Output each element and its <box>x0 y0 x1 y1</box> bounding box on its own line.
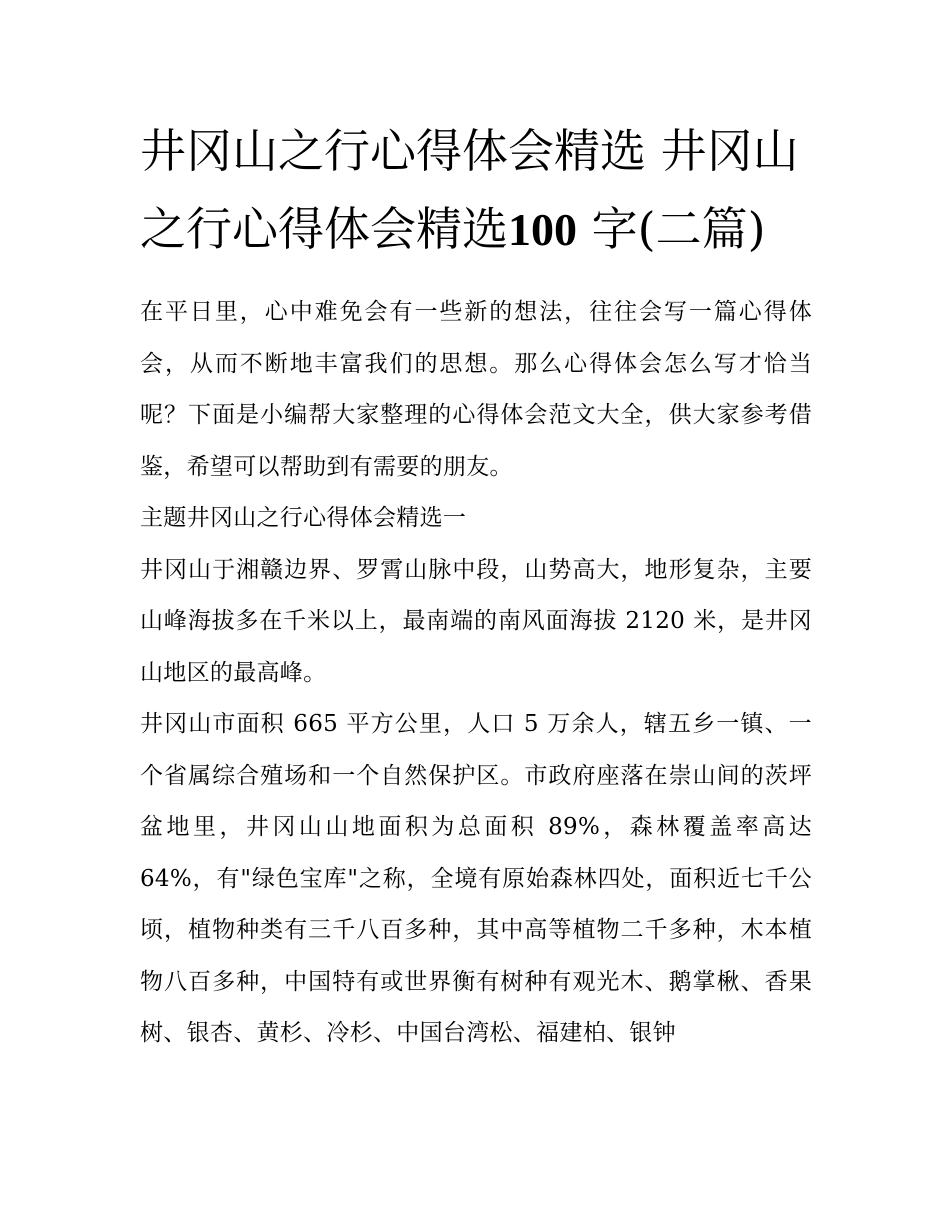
intro-paragraph: 在平日里，心中难免会有一些新的想法，往往会写一篇心得体会，从而不断地丰富我们的思想。那么心得体会怎么写才恰当呢？下面是小编帮大家整理的心得体会范文大全，供大家参考借鉴，希望可以帮助到有需要的朋友。 <box>140 299 812 480</box>
title-text-part-1: 井冈山之行心得体会精选 井冈山之行心得体会精选 <box>140 124 799 256</box>
document-title <box>140 112 812 269</box>
section-heading: 主题井冈山之行心得体会精选一 <box>140 505 467 531</box>
title-text-part-3: 字(二篇) <box>577 202 766 256</box>
body-paragraph: 井冈山市面积 665 平方公里，人口 5 万余人，辖五乡一镇、一个省属综合殖场和一个自然保护区。市政府座落在崇山间的茨坪盆地里，井冈山山地面积为总面积 89%，森林覆盖率高达 64%，有"绿色宝库"之称，全境有原始森林四处，面积近七千公顷，植物种类有三千八百多种，其中高等植物二千多种，木本植物八百多种，中国特有或世界衡有树种有观光木、鹅掌楸、香果树、银杏、黄杉、冷杉、中国台湾松、福建柏、银钟 <box>140 711 812 1046</box>
body-paragraph: 井冈山于湘赣边界、罗霄山脉中段，山势高大，地形复杂，主要山峰海拔多在千米以上，最南端的南风面海拔 2120 米，是井冈山地区的最高峰。 <box>140 556 812 686</box>
document-body <box>140 112 812 1060</box>
title-text-part-2: 100 <box>508 204 577 255</box>
